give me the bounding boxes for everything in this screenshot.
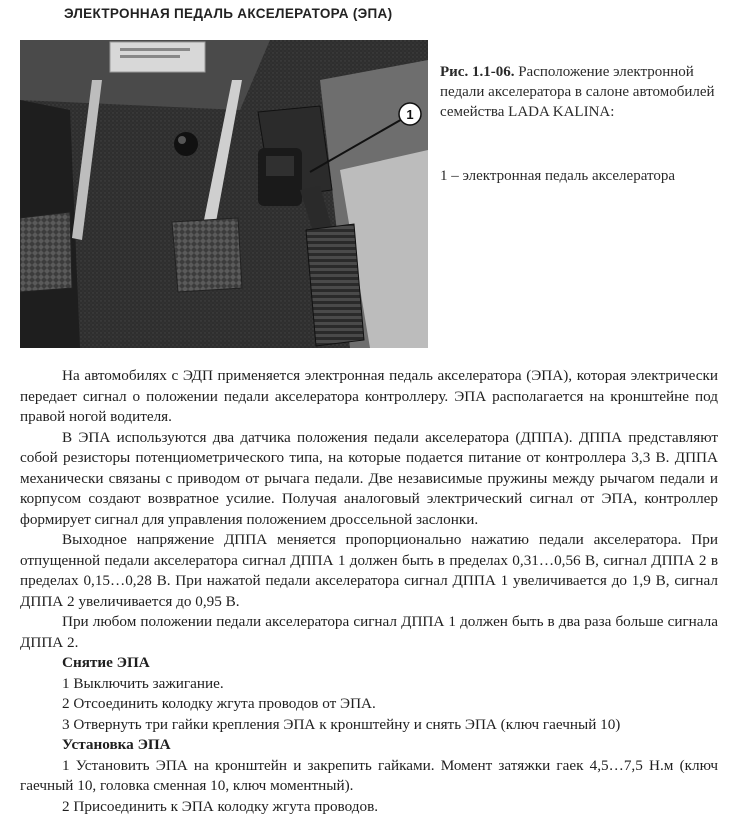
paragraph: Выходное напряжение ДППА меняется пропорционально нажатию педали акселератора. При отпущенной педали акселератора сигнал ДППА 1 должен быть в пределах 0,31…0,56 В, сигнал ДППА 2 в пределах 0,15…0,28 В. При нажатой педали акселератора сигнал ДППА 1 увеличивается до 1,9 В, сигнал ДППА 2 увеличивается до 0,95 В. (20, 531, 718, 610)
figure-caption-text: Расположение электронной педали акселератора в салоне автомобилей семейства LADA KALINA: (440, 64, 715, 120)
installation-step: 1 Установить ЭПА на кронштейн и закрепить гайками. Момент затяжки гаек 4,5…7,5 Н.м (ключ гаечный 10, головка сменная 10, ключ моментный). (20, 756, 718, 794)
installation-step: 2 Присоединить к ЭПА колодку жгута проводов. (62, 797, 379, 815)
page-title: ЭЛЕКТРОННАЯ ПЕДАЛЬ АКСЕЛЕРАТОРА (ЭПА) (64, 6, 393, 21)
removal-heading: Снятие ЭПА (62, 654, 150, 671)
removal-step: 1 Выключить зажигание. (62, 674, 224, 692)
figure-legend: 1 – электронная педаль акселератора (440, 168, 675, 184)
paragraph: На автомобилях с ЭДП применяется электронная педаль акселератора (ЭПА), которая электрически передает сигнал о положении педали акселератора контроллеру. ЭПА располагается на кронштейне под правой ногой водителя. (20, 367, 718, 425)
paragraph: При любом положении педали акселератора сигнал ДППА 1 должен быть в два раза больше сигнала ДППА 2. (20, 613, 718, 651)
removal-step: 3 Отвернуть три гайки крепления ЭПА к кронштейну и снять ЭПА (ключ гаечный 10) (62, 715, 621, 733)
callout-number: 1 (406, 107, 414, 122)
figure-caption (440, 62, 720, 122)
article-body (20, 366, 718, 817)
figure-caption-label: Рис. 1.1-06. (440, 64, 515, 80)
pedal-photo (20, 40, 428, 348)
installation-heading: Установка ЭПА (62, 736, 171, 753)
paragraph: В ЭПА используются два датчика положения педали акселератора (ДППА). ДППА представляют собой резисторы потенциометрического типа, на которые подается питание от контроллера 3,3 В. ДППА механически связаны с приводом от рычага педали. Две независимые пружины между рычагом педали и корпусом создают возвратное усилие. Получая аналоговый электрический сигнал от ЭПА, контроллер формирует сигнал для управления положением дроссельной заслонки. (20, 428, 718, 528)
pedal-photo-illustration (20, 40, 428, 348)
removal-step: 2 Отсоединить колодку жгута проводов от ЭПА. (62, 695, 376, 712)
